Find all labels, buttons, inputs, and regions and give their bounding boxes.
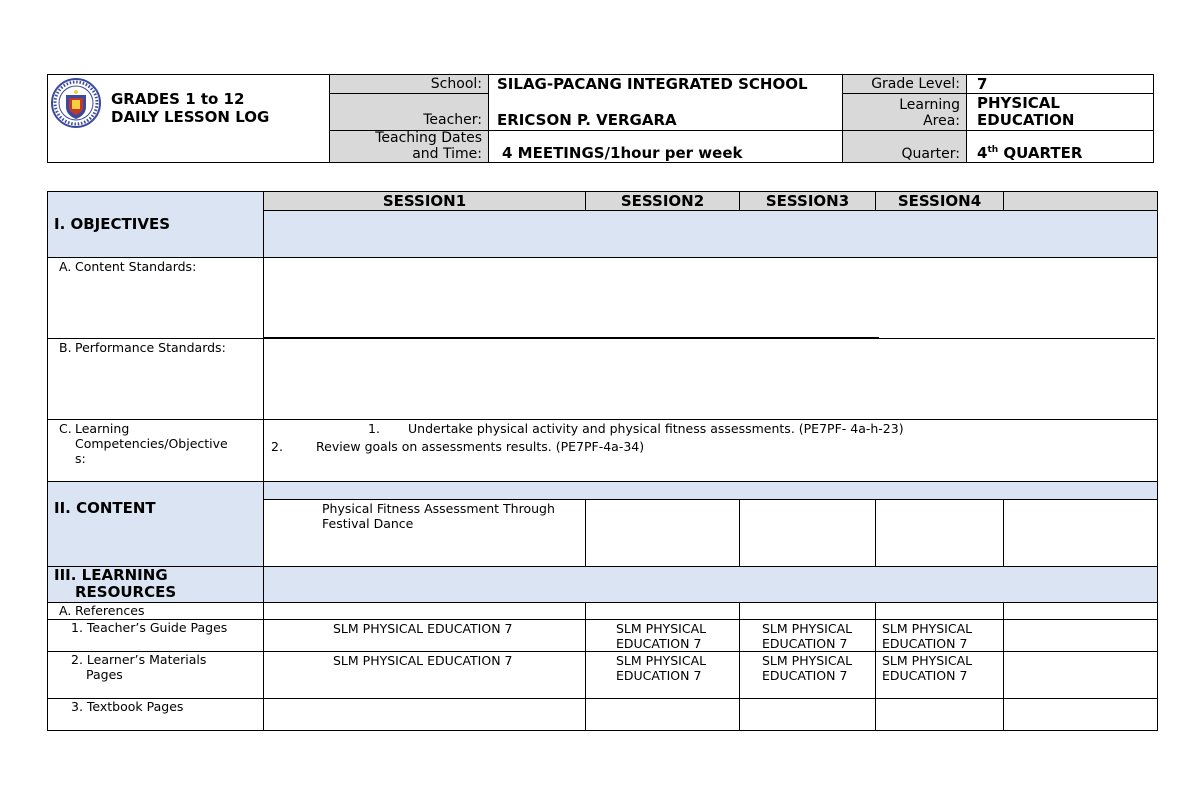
learning-area-label-line2: Area:: [923, 113, 960, 129]
resources-row-fill: [48, 567, 1158, 602]
references-label: References: [75, 603, 145, 618]
teachers-guide-label: 1. Teacher’s Guide Pages: [71, 620, 228, 635]
session3-header: SESSION3: [765, 192, 850, 210]
tg-session2-line1: SLM PHYSICAL: [616, 621, 707, 636]
session1-header: SESSION1: [382, 192, 467, 210]
school-value: SILAG-PACANG INTEGRATED SCHOOL: [497, 75, 808, 93]
objectives-row-fill: [264, 211, 1158, 257]
teacher-value: ERICSON P. VERGARA: [497, 111, 677, 129]
teaching-dates-label-line2: and Time:: [412, 146, 482, 162]
tg-session3-line1: SLM PHYSICAL: [762, 621, 853, 636]
lm-session2-line1: SLM PHYSICAL: [616, 653, 707, 668]
textbook-pages-label: 3. Textbook Pages: [71, 699, 184, 714]
tg-session3-line2: EDUCATION 7: [762, 636, 848, 651]
content-session1-line1: Physical Fitness Assessment Through: [322, 501, 555, 516]
lm-session4-line2: EDUCATION 7: [882, 668, 968, 683]
quarter-label: Quarter:: [901, 146, 960, 162]
competencies-label-line1: Learning: [75, 421, 130, 436]
learning-area-value-line2: EDUCATION: [977, 111, 1075, 129]
lm-session4-line1: SLM PHYSICAL: [882, 653, 973, 668]
grade-level-value: 7: [977, 75, 988, 93]
content-row-fill: [264, 482, 1158, 499]
competencies-letter: C.: [59, 421, 72, 436]
lm-session2-line2: EDUCATION 7: [616, 668, 702, 683]
competency-item1-text: Undertake physical activity and physical fitness assessments. (PE7PF- 4a-h-23): [408, 421, 904, 436]
teacher-label: Teacher:: [423, 112, 482, 128]
objectives-heading: I. OBJECTIVES: [54, 215, 170, 233]
resources-heading-line2: RESOURCES: [75, 583, 177, 601]
performance-standards-label: Performance Standards:: [75, 340, 226, 355]
competencies-label-line2: Competencies/Objective: [75, 436, 228, 451]
tg-session4-line2: EDUCATION 7: [882, 636, 968, 651]
learning-area-label-line1: Learning: [899, 97, 960, 113]
teaching-dates-value: 4 MEETINGS/1hour per week: [502, 144, 743, 162]
school-label: School:: [430, 76, 482, 92]
quarter-value: 4th QUARTER: [977, 144, 1083, 162]
content-standards-letter: A.: [59, 259, 72, 274]
learning-area-value-line1: PHYSICAL: [977, 94, 1060, 112]
performance-standards-letter: B.: [59, 340, 72, 355]
resources-heading-line1: III. LEARNING: [54, 566, 168, 584]
lesson-log-title-line2: DAILY LESSON LOG: [111, 108, 270, 126]
content-session1-line2: Festival Dance: [322, 516, 414, 531]
learners-materials-label-line1: 2. Learner’s Materials: [71, 652, 207, 667]
content-label-fill: [48, 482, 263, 566]
competency-item1-number: 1.: [368, 421, 380, 436]
teaching-dates-label-line1: Teaching Dates: [375, 130, 482, 146]
tg-session2-line2: EDUCATION 7: [616, 636, 702, 651]
content-heading: II. CONTENT: [54, 499, 156, 517]
tg-session4-line1: SLM PHYSICAL: [882, 621, 973, 636]
grade-level-label: Grade Level:: [871, 76, 960, 92]
content-standards-label: Content Standards:: [75, 259, 197, 274]
competency-item2-text: Review goals on assessments results. (PE7PF-4a-34): [316, 439, 645, 454]
lm-session1: SLM PHYSICAL EDUCATION 7: [333, 653, 513, 668]
competencies-label-line3: s:: [75, 451, 86, 466]
competency-item2-number: 2.: [271, 439, 283, 454]
lesson-log-title-line1: GRADES 1 to 12: [111, 90, 245, 108]
tg-session1: SLM PHYSICAL EDUCATION 7: [333, 621, 513, 636]
session4-header: SESSION4: [897, 192, 982, 210]
deped-seal-logo: [51, 78, 101, 128]
references-letter: A.: [59, 603, 72, 618]
learners-materials-label-line2: Pages: [86, 667, 123, 682]
lm-session3-line1: SLM PHYSICAL: [762, 653, 853, 668]
session2-header: SESSION2: [620, 192, 705, 210]
lm-session3-line2: EDUCATION 7: [762, 668, 848, 683]
